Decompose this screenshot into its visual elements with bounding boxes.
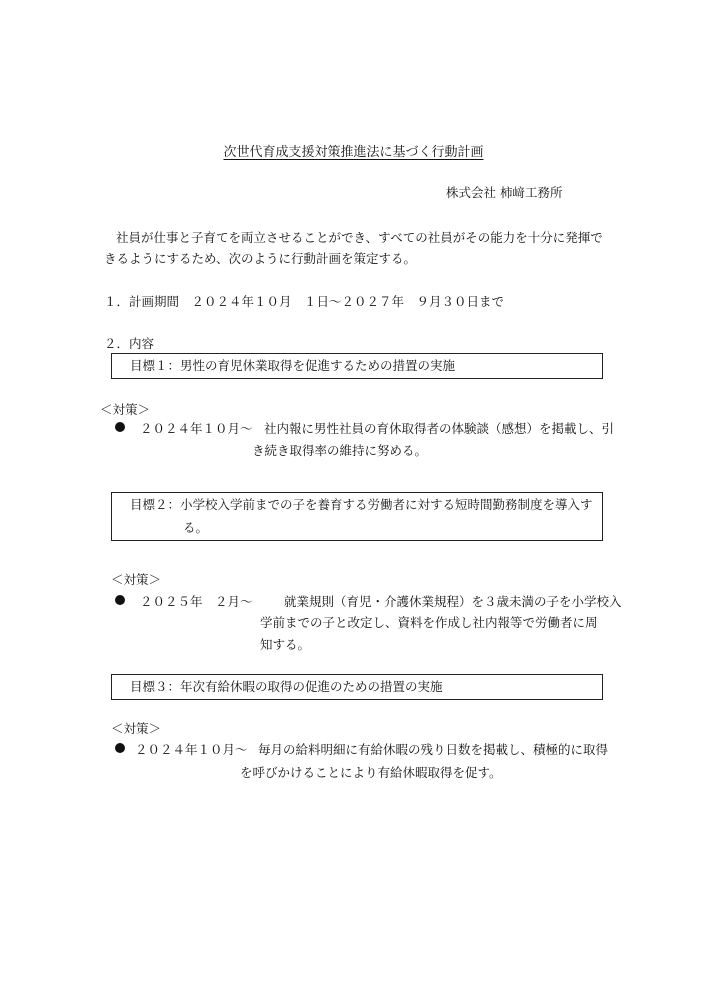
intro-line-2: きるようにするため、次のように行動計画を策定する。 [104,251,417,266]
goal-3-measure-text-1: 毎月の給料明細に有給休暇の残り日数を掲載し、積極的に取得 [258,742,609,757]
document-title [0,141,707,160]
goal-3-box [111,674,603,700]
goal-2-measure-text-1: 就業規則（育児・介護休業規程）を３歳未満の子を小学校入 [284,594,622,609]
goal-2-measure-date: ２０２５年 ２月～ [140,594,253,609]
goal-1-box [111,353,603,379]
title-text: 次世代育成支援対策推進法に基づく行動計画 [223,145,484,160]
goal-1-measure-text-2: き続き取得率の維持に努める。 [252,443,428,458]
company-name: 株式会社 柿﨑工務所 [446,185,563,200]
goal-1-measures-label: ＜対策＞ [100,402,151,417]
section-2-heading: ２．内容 [104,336,155,351]
goal-3-measures-label: ＜対策＞ [111,721,162,736]
goal-2-measure-text-2: 学前までの子と改定し、資料を作成し社内報等で労働者に周 [260,615,598,630]
goal-2-measures-label: ＜対策＞ [111,572,162,587]
bullet-icon [115,595,125,605]
goal-2-text-1: 目標２：小学校入学前までの子を養育する労働者に対する短時間勤務制度を導入す [130,497,593,512]
goal-1-measure-text-1: 社内報に男性社員の育休取得者の体験談（感想）を掲載し、引 [264,421,615,436]
goal-2-box [111,492,603,541]
goal-1-measure-date: ２０２４年１０月～ [140,421,253,436]
section-1-plan-period: １．計画期間 ２０２４年１０月 １日～２０２７年 ９月３０日まで [104,294,505,309]
goal-2-measure-text-3: 知する。 [260,637,311,652]
goal-3-measure-text-2: を呼びかけることにより有給休暇取得を促す。 [240,765,502,780]
intro-line-1: 社員が仕事と子育てを両立させることができ、すべての社員がその能力を十分に発揮で [116,230,603,245]
goal-1-text: 目標１：男性の育児休業取得を促進するための措置の実施 [130,358,456,373]
bullet-icon [115,422,125,432]
bullet-icon [115,743,125,753]
goal-2-text-2: る。 [183,520,209,535]
goal-3-measure-date: ２０２４年１０月～ [135,742,248,757]
goal-3-text: 目標３：年次有給休暇の取得の促進のための措置の実施 [130,679,443,694]
